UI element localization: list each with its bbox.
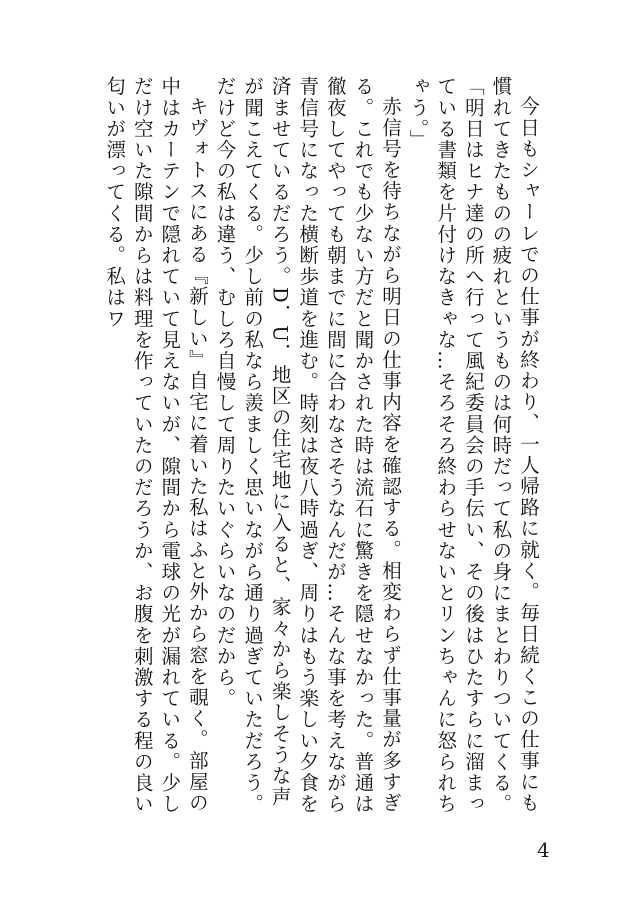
- paragraph-4: キヴォトスにある『新しい』自宅に着いた私はふと外から窓を覗く。部屋の中はカーテンで隠れていて見えないが、隙間から電球の光が漏れている。少しだけ空いた隙間からは料理を作っていたのだろうか、お腹を刺激する程の良い匂いが漂ってくる。私はワ: [103, 76, 209, 815]
- page-number: 4: [537, 838, 550, 862]
- paragraph-2-dialogue: 「明日はヒナ達の所へ行って風紀委員会の手伝い、その後はひたすらに溜まっている書類を片付けなきゃな…そろそろ終わらせないとリンちゃんに怒られちゃう。」: [406, 76, 485, 815]
- paragraph-1: 今日もシャーレでの仕事が終わり、一人帰路に就く。毎日続くこの仕事にも慣れてきたものの疲れというものは何時だって私の身にまとわりついてくる。: [489, 76, 540, 815]
- paragraph-3: 赤信号を待ちながら明日の仕事内容を確認する。相変わらず仕事量が多すぎる。これでも少ない方だと聞かされた時は流石に驚きを隠せなかった。普通は徹夜してやっても朝までに間に合わなさそうなんだが…そんな事を考えながら青信号になった横断歩道を進む。時刻は夜八時過ぎ、周りはもう楽しい夕食を済ませているだろう。D．U．地区の住宅地に入ると、家々から楽しそうな声が聞こえてくる。少し前の私なら羨ましく思いながら通り過ぎていただろう。だけど今の私は違う、むしろ自慢して周りたいぐらいなのだから。: [213, 76, 403, 815]
- vertical-text-body: [72, 76, 542, 820]
